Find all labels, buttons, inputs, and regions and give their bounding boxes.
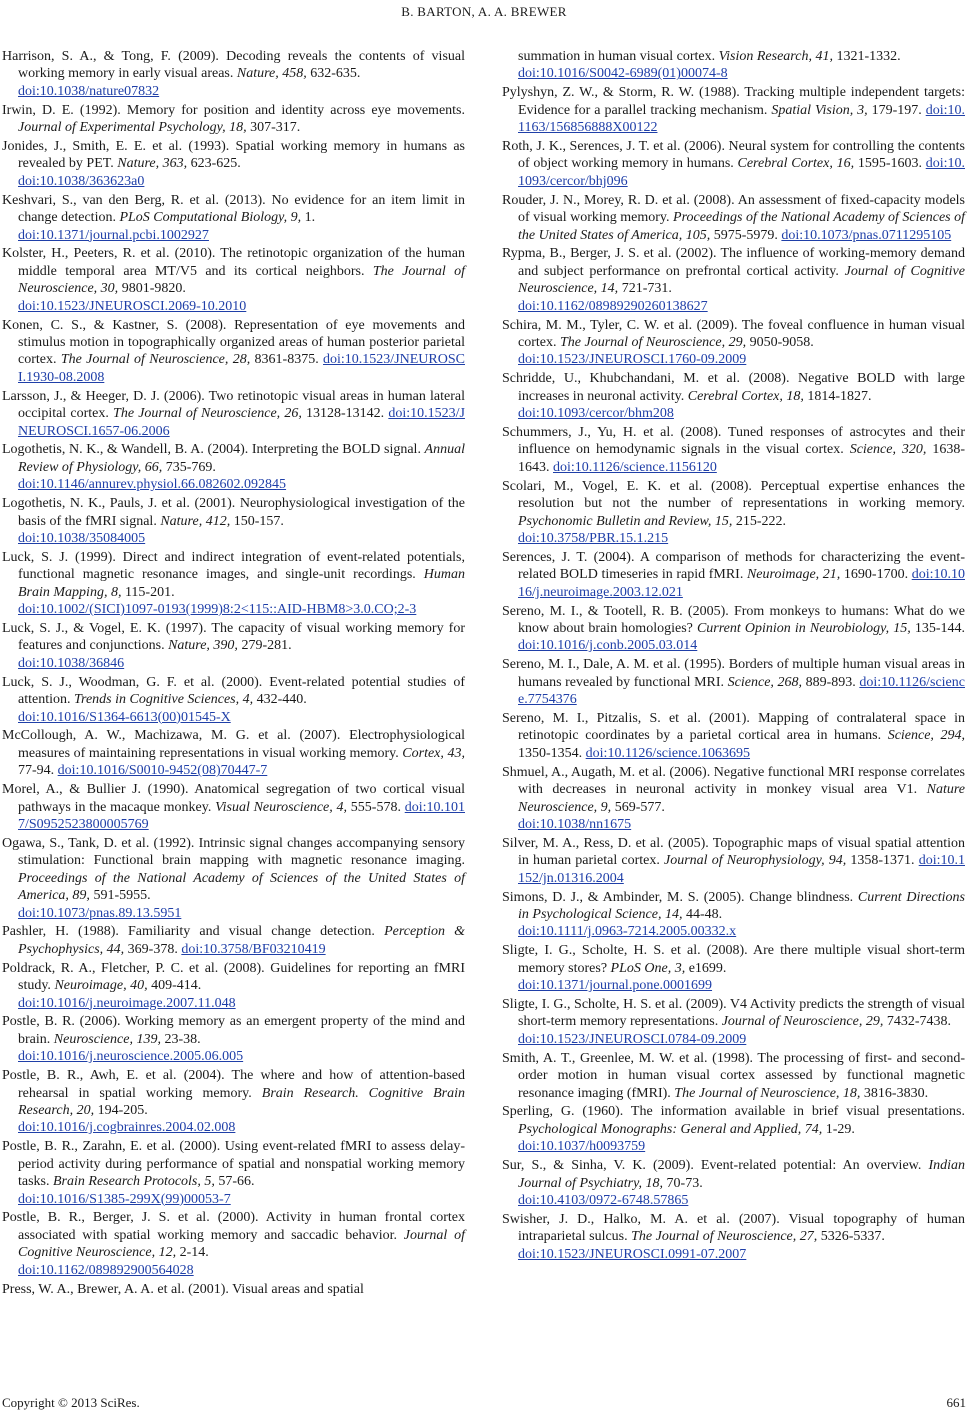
reference-pages: 409-414. bbox=[147, 978, 202, 994]
reference-text: Luck, S. J., Woodman, G. F. et al. (2000). Event-related potential studies of attention. bbox=[2, 674, 465, 708]
reference-journal: Nature, 412, bbox=[160, 513, 231, 529]
reference-pages: 23-38. bbox=[160, 1031, 201, 1047]
reference-journal: Perception & Psychophysics, 44, bbox=[18, 924, 465, 957]
reference-journal: The Journal of Neuroscience, 26, bbox=[113, 406, 302, 422]
reference-entry bbox=[502, 138, 965, 190]
reference-pages: 632-635. bbox=[306, 66, 361, 82]
reference-journal: Science, 294, bbox=[887, 728, 965, 744]
reference-text: Silver, M. A., Ress, D. et al. (2005). Topographic maps of visual spatial attention in human parietal cortex. bbox=[502, 835, 965, 869]
doi-link[interactable]: doi:10.1016/j.conb.2005.03.014 bbox=[518, 638, 698, 654]
reference-text: Rouder, J. N., Morey, R. D. et al. (2008). An assessment of fixed-capacity models of visual working memory. bbox=[502, 192, 965, 226]
reference-journal: PLoS Computational Biology, 9, bbox=[119, 210, 302, 226]
reference-entry bbox=[2, 388, 465, 440]
doi-link[interactable]: doi:10.1371/journal.pcbi.1002927 bbox=[18, 227, 209, 243]
doi-link[interactable]: doi:10.1523/JNEUROSCI.2069-10.2010 bbox=[18, 298, 247, 314]
reference-pages: 7432-7438. bbox=[883, 1014, 952, 1030]
doi-link[interactable]: doi:10.1016/j.cogbrainres.2004.02.008 bbox=[18, 1120, 236, 1136]
reference-text: Larsson, J., & Heeger, D. J. (2006). Two retinotopic visual areas in human lateral occipital cortex. bbox=[2, 388, 465, 422]
reference-entry bbox=[2, 549, 465, 619]
reference-entry bbox=[2, 781, 465, 833]
reference-journal: Human Brain Mapping, 8, bbox=[18, 567, 465, 600]
reference-journal: The Journal of Neuroscience, 27, bbox=[631, 1229, 818, 1245]
doi-link[interactable]: doi:10.1073/pnas.0711295105 bbox=[781, 227, 952, 243]
reference-pages: 1638-1643. bbox=[518, 442, 965, 475]
reference-entry bbox=[2, 674, 465, 726]
reference-journal: The Journal of Neuroscience, 29, bbox=[559, 335, 747, 350]
reference-journal: Journal of Cognitive Neuroscience, 14, bbox=[518, 263, 965, 297]
reference-pages: 623-625. bbox=[187, 156, 241, 172]
reference-journal: Journal of Neurophysiology, 94, bbox=[664, 853, 847, 869]
reference-journal: Psychological Monographs: General and Applied, 74, bbox=[518, 1121, 823, 1137]
doi-link[interactable]: doi:10.1163/156856888X00122 bbox=[518, 102, 965, 136]
reference-text: Schummers, J., Yu, H. et al. (2008). Tuned responses of astrocytes and their influence on hemodynamic signals in the visual cortex. bbox=[502, 425, 965, 458]
reference-entry bbox=[502, 84, 965, 136]
reference-text: Sligte, I. G., Scholte, H. S. et al. (2009). V4 Activity predicts the strength of visual short-term memory representations. bbox=[502, 997, 965, 1030]
reference-journal: Journal of Neuroscience, 29, bbox=[721, 1014, 884, 1030]
reference-pages: 9050-9058. bbox=[746, 335, 814, 350]
reference-entry bbox=[2, 441, 465, 493]
reference-journal: Cerebral Cortex, 16, bbox=[737, 156, 855, 172]
reference-journal: Neuroscience, 139, bbox=[53, 1031, 161, 1047]
reference-entry bbox=[502, 764, 965, 834]
reference-text: Shmuel, A., Augath, M. et al. (2006). Negative functional MRI response correlates with decreases in neuronal activity in monkey visual area V1. bbox=[502, 764, 965, 798]
reference-pages: 735-769. bbox=[162, 459, 216, 475]
doi-link[interactable]: doi:10.3758/PBR.15.1.215 bbox=[518, 530, 669, 546]
reference-entry bbox=[2, 317, 465, 387]
doi-link[interactable]: doi:10.1126/science.1156120 bbox=[553, 459, 717, 475]
reference-pages: 194-205. bbox=[94, 1102, 148, 1118]
reference-entry bbox=[502, 1050, 965, 1102]
doi-link[interactable]: doi:10.1093/cercor/bhj096 bbox=[518, 156, 965, 189]
reference-text: Konen, C. S., & Kastner, S. (2008). Representation of eye movements and stimulus motion in topographically organized areas of human posterior parietal cortex. bbox=[2, 317, 465, 368]
reference-pages: 44-48. bbox=[682, 907, 723, 922]
doi-link[interactable]: doi:10.1016/j.neuroimage.2007.11.048 bbox=[18, 995, 236, 1011]
reference-entry bbox=[502, 245, 965, 315]
reference-entry bbox=[502, 656, 965, 708]
reference-text: Schridde, U., Khubchandani, M. et al. (2008). Negative BOLD with large increases in neuronal activity. bbox=[502, 371, 965, 404]
reference-journal: Psychonomic Bulletin and Review, 15, bbox=[518, 513, 733, 529]
doi-link[interactable]: doi:10.1016/S0042-6989(01)00074-8 bbox=[518, 66, 728, 82]
doi-link[interactable]: doi:10.1523/JNEUROSCI.1657-06.2006 bbox=[18, 406, 465, 439]
reference-pages: 5975-5979. bbox=[710, 227, 782, 243]
reference-pages: 5326-5337. bbox=[817, 1229, 885, 1245]
reference-text: Rypma, B., Berger, J. S. et al. (2002). The influence of working-memory demand and subject performance on prefrontal cortical activity. bbox=[502, 246, 965, 279]
doi-link[interactable]: doi:10.1371/journal.pone.0001699 bbox=[518, 978, 713, 994]
reference-text: Simons, D. J., & Ambinder, M. S. (2005). Change blindness. bbox=[502, 889, 858, 905]
reference-entry bbox=[2, 1281, 465, 1298]
reference-text: Press, W. A., Brewer, A. A. et al. (2001). Visual areas and spatial bbox=[2, 1281, 364, 1297]
reference-journal: Trends in Cognitive Sciences, 4, bbox=[74, 692, 254, 708]
doi-link[interactable]: doi:10.1002/(SICI)1097-0193(1999)8:2<115::AID-HBM8>3.0.CO;2-3 bbox=[18, 602, 417, 618]
reference-column-left bbox=[2, 48, 465, 1299]
reference-pages: 889-893. bbox=[802, 674, 860, 690]
doi-link[interactable]: doi:10.1523/JNEUROSCI.1760-09.2009 bbox=[518, 352, 747, 368]
reference-text: Postle, B. R., Zarahn, E. et al. (2000). Using event-related fMRI to assess delay-period activity during performance of spatial and nonspatial working memory tasks. bbox=[2, 1139, 465, 1190]
doi-link[interactable]: doi:10.1093/cercor/bhm208 bbox=[518, 406, 674, 422]
reference-entry bbox=[2, 1013, 465, 1065]
reference-text: Swisher, J. D., Halko, M. A. et al. (2007). Visual topography of human intraparietal sulcus. bbox=[502, 1211, 965, 1245]
reference-pages: 57-66. bbox=[214, 1174, 255, 1190]
doi-link[interactable]: doi:10.1111/j.0963-7214.2005.00332.x bbox=[518, 924, 737, 940]
reference-pages: 70-73. bbox=[663, 1175, 703, 1191]
reference-text: Roth, J. K., Serences, J. T. et al. (2006). Neural system for controlling the contents of object working memory in humans. bbox=[502, 139, 965, 172]
reference-entry bbox=[502, 549, 965, 601]
reference-entry bbox=[2, 960, 465, 1012]
reference-journal: Annual Review of Physiology, 66, bbox=[18, 442, 465, 475]
reference-pages: 2-14. bbox=[176, 1245, 209, 1261]
reference-text: Postle, B. R., Awh, E. et al. (2004). The where and how of attention-based rehearsal in spatial working memory. bbox=[2, 1068, 465, 1101]
doi-link[interactable]: doi:10.1038/35084005 bbox=[18, 530, 146, 546]
reference-entry bbox=[502, 942, 965, 994]
reference-journal: Current Opinion in Neurobiology, 15, bbox=[696, 621, 911, 636]
reference-text: Logothetis, N. K., & Wandell, B. A. (2004). Interpreting the BOLD signal. bbox=[2, 442, 425, 458]
reference-journal: Nature Neuroscience, 9, bbox=[518, 782, 965, 815]
reference-entry bbox=[2, 1209, 465, 1279]
reference-text: Logothetis, N. K., Pauls, J. et al. (2001). Neurophysiological investigation of the basis of the fMRI signal. bbox=[2, 496, 465, 529]
reference-entry bbox=[502, 710, 965, 762]
reference-journal: Current Directions in Psychological Science, 14, bbox=[518, 889, 966, 922]
doi-link[interactable]: doi:10.3758/BF03210419 bbox=[181, 941, 326, 957]
reference-entry bbox=[2, 245, 465, 315]
reference-entry bbox=[502, 1103, 965, 1155]
reference-pages: 8361-8375. bbox=[250, 352, 324, 368]
reference-journal: Science, 320, bbox=[849, 442, 927, 458]
reference-entry bbox=[2, 923, 465, 958]
reference-pages: 1321-1332. bbox=[832, 49, 901, 64]
reference-text: Kolster, H., Peeters, R. et al. (2010). The retinotopic organization of the human middle temporal area MT/V5 and its cortical neighbors. bbox=[2, 246, 465, 279]
reference-pages: 135-144. bbox=[910, 621, 965, 636]
doi-link[interactable]: doi:10.1038/36846 bbox=[18, 655, 125, 671]
doi-link[interactable]: doi:10.1016/S0010-9452(08)70447-7 bbox=[57, 763, 268, 779]
reference-text: Poldrack, R. A., Fletcher, P. C. et al. (2008). Guidelines for reporting an fMRI study. bbox=[2, 960, 465, 994]
doi-link[interactable]: doi:10.1126/science.7754376 bbox=[518, 674, 965, 708]
reference-text: Sereno, M. I., & Tootell, R. B. (2005). From monkeys to humans: What do we know about brain homologies? bbox=[502, 603, 965, 636]
reference-entry bbox=[2, 138, 465, 190]
doi-link[interactable]: doi:10.4103/0972-6748.57865 bbox=[518, 1193, 689, 1208]
reference-text: Scolari, M., Vogel, E. K. et al. (2008). Perceptual expertise enhances the resolution but not the number of representations in working memory. bbox=[502, 478, 965, 512]
reference-entry bbox=[2, 192, 465, 244]
reference-entry bbox=[502, 1157, 965, 1209]
reference-entry bbox=[2, 835, 465, 922]
reference-journal: PLoS One, 3, bbox=[610, 960, 686, 976]
running-header: B. BARTON, A. A. BREWER bbox=[401, 4, 567, 19]
reference-text: summation in human visual cortex. bbox=[518, 49, 719, 64]
reference-pages: 1358-1371. bbox=[846, 853, 919, 869]
reference-pages: 115-201. bbox=[121, 584, 175, 600]
reference-journal: The Journal of Neuroscience, 28, bbox=[60, 352, 251, 368]
reference-entry bbox=[502, 835, 965, 887]
doi-link[interactable]: doi:10.1016/S1385-299X(99)00053-7 bbox=[18, 1191, 231, 1207]
reference-pages: 1-29. bbox=[822, 1121, 855, 1137]
reference-text: Sperling, G. (1960). The information available in brief visual presentations. bbox=[502, 1104, 965, 1120]
reference-pages: 1814-1827. bbox=[803, 388, 872, 404]
reference-journal: Proceedings of the National Academy of Sciences of the United States of America, 89, bbox=[18, 870, 465, 904]
reference-pages: 1595-1603. bbox=[854, 156, 926, 172]
doi-link[interactable]: doi:10.1038/363623a0 bbox=[18, 173, 145, 189]
reference-pages: 150-157. bbox=[230, 513, 284, 529]
doi-link[interactable]: doi:10.1146/annurev.physiol.66.082602.092845 bbox=[18, 477, 287, 493]
doi-link[interactable]: doi:10.1152/jn.01316.2004 bbox=[518, 853, 965, 886]
reference-pages: 307-317. bbox=[246, 120, 301, 136]
reference-entry bbox=[502, 192, 965, 244]
reference-text: Schira, M. M., Tyler, C. W. et al. (2009). The foveal confluence in human visual cortex. bbox=[502, 317, 965, 350]
reference-pages: 721-731. bbox=[618, 281, 672, 297]
reference-text: Postle, B. R., Berger, J. S. et al. (2000). Activity in human frontal cortex associated with spatial working memory and saccadic behavior. bbox=[2, 1210, 465, 1243]
reference-text: McCollough, A. W., Machizawa, M. G. et al. (2007). Electrophysiological measures of maintaining representations in visual working memory. bbox=[2, 728, 465, 761]
reference-text: Sereno, M. I., Pitzalis, S. et al. (2001). Mapping of contralateral space in retinotopic coordinates by a parietal cortical area in humans. bbox=[502, 711, 965, 744]
reference-pages: 77-94. bbox=[18, 763, 58, 779]
reference-entry bbox=[2, 102, 465, 137]
doi-link[interactable]: doi:10.1016/j.neuroimage.2003.12.021 bbox=[518, 567, 965, 600]
reference-text: Keshvari, S., van den Berg, R. et al. (2013). No evidence for an item limit in change detection. bbox=[2, 192, 465, 226]
reference-entry bbox=[2, 48, 465, 100]
doi-link[interactable]: doi:10.1523/JNEUROSCI.1930-08.2008 bbox=[18, 352, 465, 385]
reference-text: Ogawa, S., Tank, D. et al. (1992). Intrinsic signal changes accompanying sensory stimulation: Functional brain mapping with magnetic resonance imaging. bbox=[2, 835, 465, 869]
reference-text: Postle, B. R. (2006). Working memory as an emergent property of the mind and brain. bbox=[2, 1014, 465, 1047]
doi-link[interactable]: doi:10.1162/08989290260138627 bbox=[518, 298, 708, 314]
reference-entry bbox=[502, 1211, 965, 1263]
reference-entry bbox=[502, 478, 965, 548]
reference-journal: Proceedings of the National Academy of Sciences of the United States of America, 105, bbox=[518, 210, 965, 243]
reference-entry bbox=[502, 424, 965, 476]
reference-pages: 179-197. bbox=[867, 102, 926, 118]
doi-link[interactable]: doi:10.1038/nn1675 bbox=[518, 816, 632, 832]
reference-journal: Indian Journal of Psychiatry, 18, bbox=[518, 1158, 965, 1191]
reference-journal: Neuroimage, 21, bbox=[746, 567, 841, 583]
reference-pages: 279-281. bbox=[237, 638, 292, 654]
page-number: 661 bbox=[946, 1395, 966, 1410]
reference-journal: Brain Research. Cognitive Brain Research, 20, bbox=[18, 1085, 465, 1118]
reference-journal: The Journal of Neuroscience, 30, bbox=[18, 263, 465, 297]
reference-journal: Neuroimage, 40, bbox=[54, 978, 148, 994]
reference-journal: Nature, 458, bbox=[236, 66, 307, 82]
reference-pages: 432-440. bbox=[253, 692, 307, 708]
doi-link[interactable]: doi:10.1017/S0952523800005769 bbox=[18, 799, 465, 832]
reference-journal: Science, 268, bbox=[727, 674, 802, 690]
reference-journal: Journal of Cognitive Neuroscience, 12, bbox=[18, 1227, 465, 1261]
reference-entry bbox=[2, 727, 465, 779]
reference-pages: 591-5955. bbox=[89, 888, 151, 904]
reference-pages: 1350-1354. bbox=[518, 745, 586, 761]
reference-text: Sur, S., & Sinha, V. K. (2009). Event-related potential: An overview. bbox=[502, 1158, 929, 1174]
reference-pages: 569-577. bbox=[611, 799, 665, 815]
doi-link[interactable]: doi:10.1037/h0093759 bbox=[518, 1139, 646, 1155]
reference-entry bbox=[502, 48, 965, 83]
reference-text: Pashler, H. (1988). Familiarity and visual change detection. bbox=[2, 924, 385, 940]
reference-pages: 9801-9820. bbox=[118, 281, 186, 297]
reference-journal: Nature, 363, bbox=[117, 156, 188, 172]
reference-journal: Cerebral Cortex, 18, bbox=[687, 388, 804, 404]
reference-entry bbox=[502, 317, 965, 369]
reference-text: Pylyshyn, Z. W., & Storm, R. W. (1988). Tracking multiple independent targets: Evidence for a parallel tracking mechanism. bbox=[502, 85, 965, 118]
reference-text: Sereno, M. I., Dale, A. M. et al. (1995). Borders of multiple human visual areas in humans revealed by functional MRI. bbox=[502, 657, 965, 690]
reference-entry bbox=[502, 889, 965, 941]
reference-journal: The Journal of Neuroscience, 18, bbox=[674, 1085, 861, 1101]
reference-text: Irwin, D. E. (1992). Memory for position and identity across eye movements. bbox=[2, 102, 465, 118]
reference-entry bbox=[2, 495, 465, 547]
reference-pages: 13128-13142. bbox=[301, 406, 389, 422]
reference-entry bbox=[2, 1138, 465, 1208]
doi-link[interactable]: doi:10.1523/JNEUROSCI.0991-07.2007 bbox=[518, 1246, 747, 1262]
copyright-notice: Copyright © 2013 SciRes. bbox=[2, 1395, 140, 1410]
reference-pages: 1690-1700. bbox=[840, 567, 912, 583]
reference-pages: 215-222. bbox=[732, 513, 787, 529]
reference-entry bbox=[502, 370, 965, 422]
reference-text: Smith, A. T., Greenlee, M. W. et al. (1998). The processing of first- and second-order motion in human visual cortex assessed by functional magnetic resonance imaging (fMRI). bbox=[502, 1050, 965, 1101]
reference-journal: Brain Research Protocols, 5, bbox=[53, 1174, 215, 1190]
reference-journal: Visual Neuroscience, 4, bbox=[215, 799, 348, 815]
doi-link[interactable]: doi:10.1162/089892900564028 bbox=[18, 1262, 194, 1278]
reference-entry bbox=[502, 603, 965, 655]
reference-text: Luck, S. J., & Vogel, E. K. (1997). The capacity of visual working memory for features and conjunctions. bbox=[2, 621, 465, 654]
reference-text: Sligte, I. G., Scholte, H. S. et al. (2008). Are there multiple visual short-term memory stores? bbox=[502, 943, 965, 976]
reference-column-right bbox=[502, 48, 965, 1265]
reference-text: Morel, A., & Bullier J. (1990). Anatomical segregation of two cortical visual pathways in the macaque monkey. bbox=[2, 782, 465, 815]
reference-pages: 1. bbox=[301, 210, 316, 226]
reference-entry bbox=[2, 620, 465, 672]
reference-pages: e1699. bbox=[685, 960, 727, 976]
reference-text: Jonides, J., Smith, E. E. et al. (1993). Spatial working memory in humans as revealed by PET. bbox=[2, 139, 465, 172]
reference-text: Harrison, S. A., & Tong, F. (2009). Decoding reveals the contents of visual working memory in early visual areas. bbox=[2, 49, 465, 82]
reference-journal: Cortex, 43, bbox=[402, 745, 465, 761]
doi-link[interactable]: doi:10.1016/S1364-6613(00)01545-X bbox=[18, 709, 231, 725]
doi-link[interactable]: doi:10.1523/JNEUROSCI.0784-09.2009 bbox=[518, 1031, 747, 1047]
doi-link[interactable]: doi:10.1016/j.neuroscience.2005.06.005 bbox=[18, 1049, 244, 1065]
doi-link[interactable]: doi:10.1126/science.1063695 bbox=[585, 745, 751, 761]
reference-text: Serences, J. T. (2004). A comparison of methods for characterizing the event-related BOLD timeseries in rapid fMRI. bbox=[502, 549, 965, 583]
reference-entry bbox=[2, 1067, 465, 1137]
reference-pages: 3816-3830. bbox=[860, 1085, 929, 1101]
reference-text: Luck, S. J. (1999). Direct and indirect integration of event-related potentials, functional magnetic resonance images, and single-unit recordings. bbox=[2, 549, 465, 583]
reference-pages: 555-578. bbox=[347, 799, 405, 815]
reference-journal: Vision Research, 41, bbox=[718, 49, 833, 64]
reference-journal: Nature, 390, bbox=[168, 638, 238, 654]
reference-entry bbox=[502, 996, 965, 1048]
reference-pages: 369-378. bbox=[124, 941, 182, 957]
reference-journal: Spatial Vision, 3, bbox=[771, 102, 868, 118]
doi-link[interactable]: doi:10.1073/pnas.89.13.5951 bbox=[18, 905, 182, 921]
doi-link[interactable]: doi:10.1038/nature07832 bbox=[18, 83, 160, 99]
reference-journal: Journal of Experimental Psychology, 18, bbox=[18, 120, 247, 136]
